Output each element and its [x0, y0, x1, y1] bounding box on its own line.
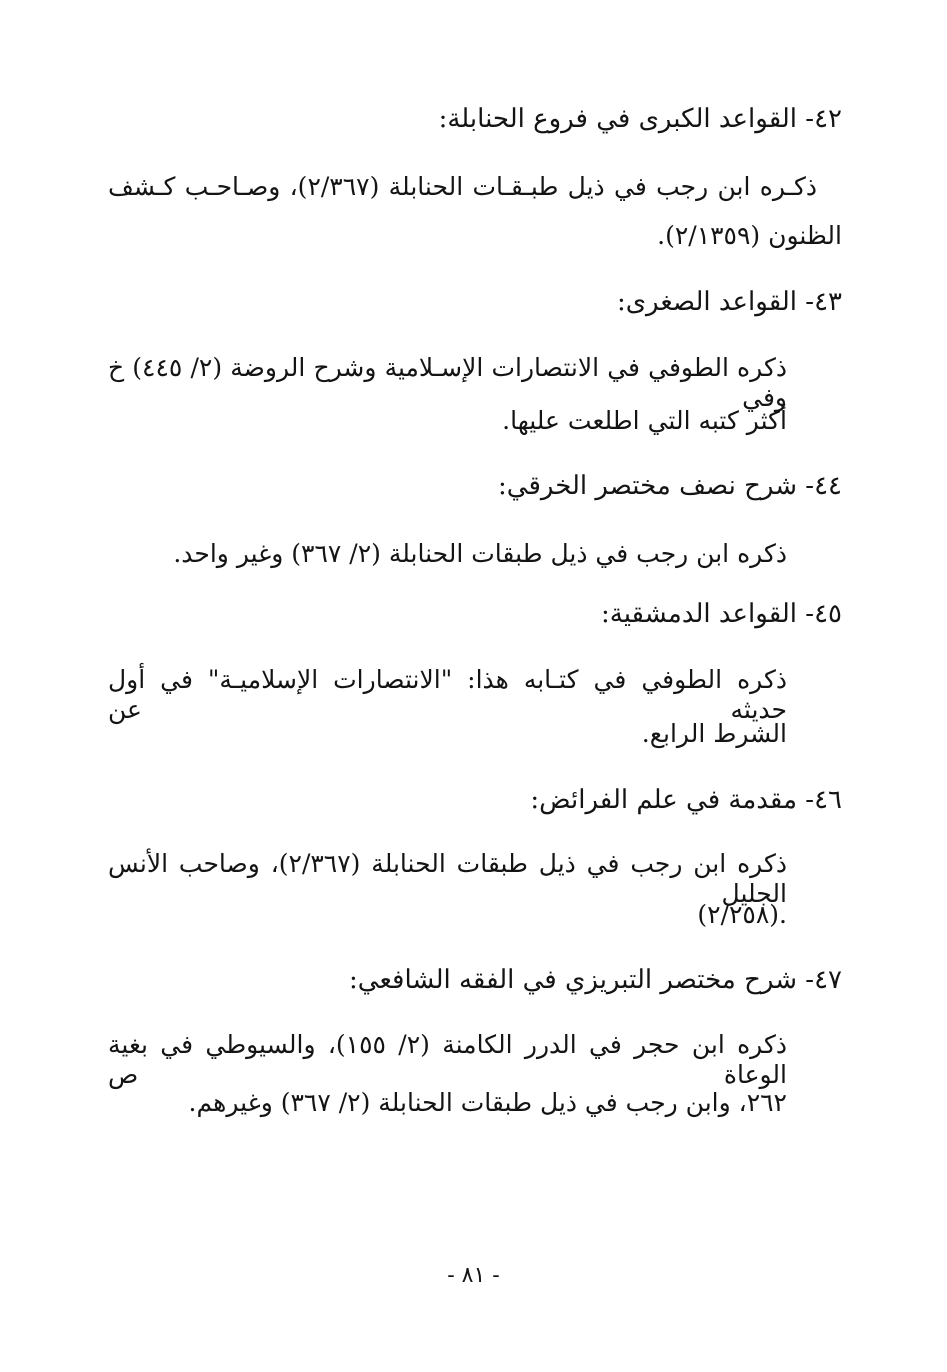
entry-text-45-line-2: الشرط الرابع.: [641, 719, 787, 748]
entry-text-44-line-1: ذكره ابن رجب في ذيل طبقات الحنابلة (٢/ ٣٦٧) وغير واحد.: [173, 539, 787, 568]
entry-title-42: ٤٢- القواعد الكبرى في فروع الحنابلة:: [438, 104, 842, 134]
entry-text-42-line-1: ذكـره ابن رجب في ذيل طبـقـات الحنابلة (٢/٣٦٧)، وصـاحـب كـشف: [108, 172, 817, 201]
entry-title-45: ٤٥- القواعد الدمشقية:: [601, 599, 842, 629]
page-number: - ٨١ -: [447, 1263, 500, 1288]
entry-text-47-line-1: ذكره ابن حجر في الدرر الكامنة (٢/ ١٥٥)، والسيوطي في بغية الوعاة ص: [108, 1030, 788, 1089]
entry-text-42-line-2: الظنون (٢/١٣٥٩).: [657, 221, 842, 250]
entry-title-44: ٤٤- شرح نصف مختصر الخرقي:: [498, 471, 842, 501]
entry-title-43: ٤٣- القواعد الصغرى:: [616, 287, 842, 317]
entry-text-45-line-1: ذكره الطوفي في كتـابه هذا: "الانتصارات الإسلاميـة" في أول حديثه عن: [108, 665, 787, 724]
entry-title-47: ٤٧- شرح مختصر التبريزي في الفقه الشافعي:: [349, 965, 842, 995]
entry-text-46-line-1: ذكره ابن رجب في ذيل طبقات الحنابلة (٢/٣٦٧)، وصاحب الأنس الجليل: [108, 849, 788, 908]
entry-text-47-line-2: ٢٦٢، وابن رجب في ذيل طبقات الحنابلة (٢/ ٣٦٧) وغيرهم.: [188, 1088, 787, 1117]
entry-title-46: ٤٦- مقدمة في علم الفرائض:: [530, 785, 842, 815]
entry-text-43-line-1: ذكره الطوفي في الانتصارات الإسـلامية وشرح الروضة (٢/ ٤٤٥) خ وفي: [108, 353, 787, 412]
entry-text-43-line-2: أكثر كتبه التي اطلعت عليها.: [502, 406, 787, 435]
entry-text-46-line-2: .(٢/٢٥٨): [697, 900, 787, 929]
